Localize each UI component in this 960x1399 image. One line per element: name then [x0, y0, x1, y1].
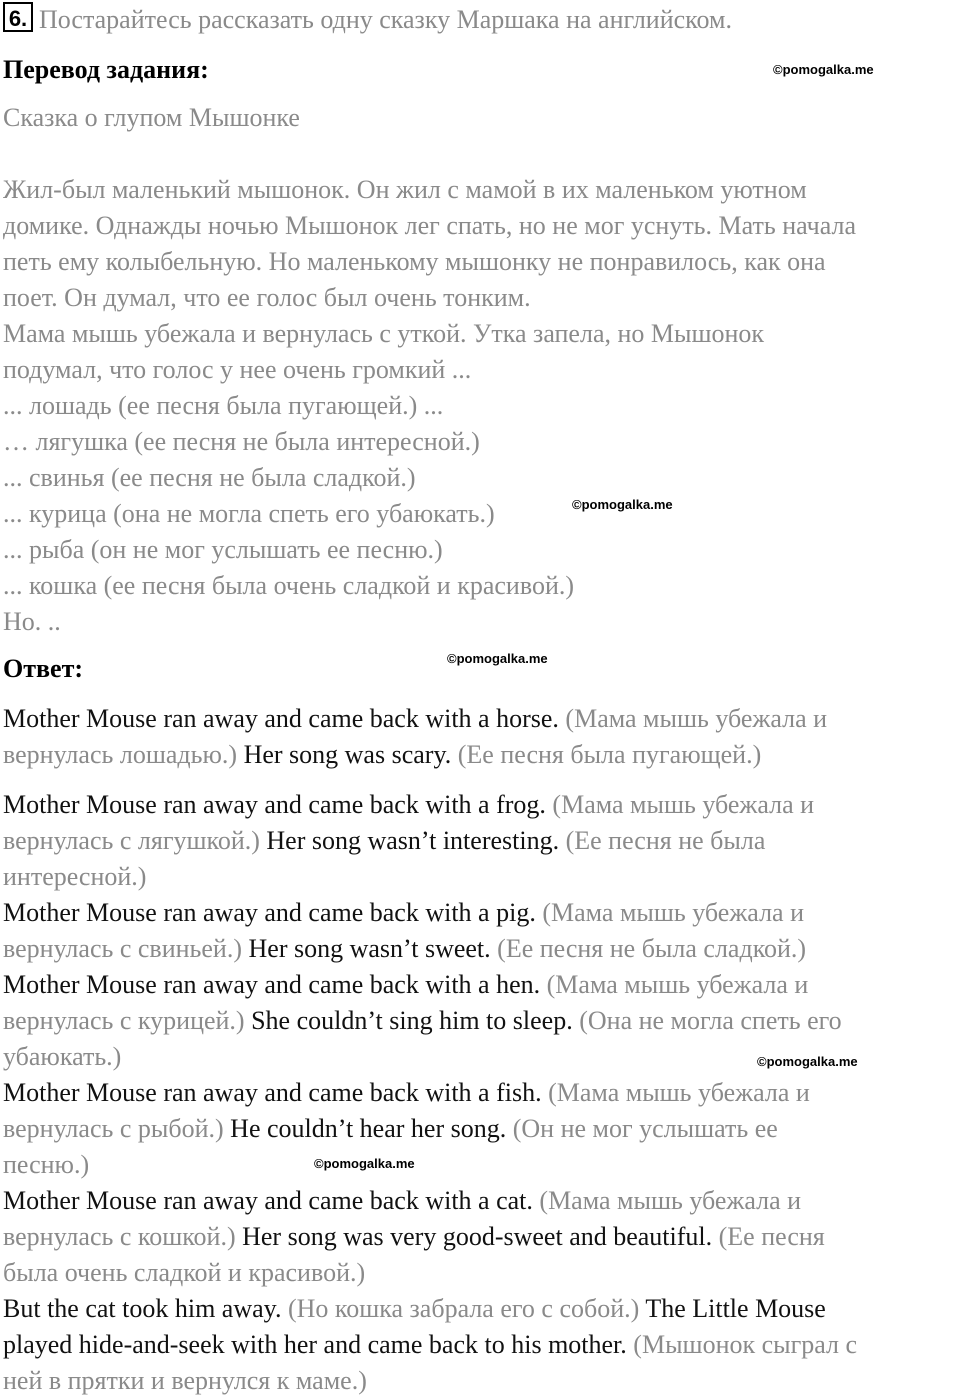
task-line: [3, 2, 732, 38]
watermark: ©pomogalka.me: [314, 1156, 415, 1171]
russian-translation: (Мама мышь убежала и: [532, 1186, 802, 1215]
story-line: Но. ..: [3, 607, 61, 636]
answer-line: [3, 823, 765, 859]
russian-translation: песню.): [3, 1150, 90, 1179]
russian-translation: (Мама мышь убежала и: [535, 898, 805, 927]
answer-line: [3, 1219, 825, 1255]
english-text: Mother Mouse ran away and came back with a pig.: [3, 898, 536, 927]
answer-line: [3, 787, 814, 823]
watermark: ©pomogalka.me: [757, 1054, 858, 1069]
english-text: Her song was scary.: [243, 740, 452, 769]
answer-line: [3, 1327, 857, 1363]
russian-translation: вернулась с курицей.): [3, 1006, 245, 1035]
russian-translation: (Мышонок сыграл с: [626, 1330, 858, 1359]
answer-line: [3, 737, 761, 773]
answer-line: [3, 1039, 121, 1075]
russian-translation: (Ее песня была пугающей.): [451, 740, 762, 769]
answer-header: Ответ:: [3, 654, 84, 683]
russian-translation: (Но кошка забрала его с собой.): [281, 1294, 640, 1323]
answer-line: [3, 895, 804, 931]
russian-translation: (Мама мышь убежала и: [540, 970, 809, 999]
russian-translation: (Ее песня: [712, 1222, 825, 1251]
answer-line: [3, 1291, 826, 1327]
answer-line: [3, 1147, 89, 1183]
english-text: Mother Mouse ran away and came back with a fish.: [3, 1078, 542, 1107]
story-line: ... лошадь (ее песня была пугающей.) ...: [3, 391, 444, 420]
russian-translation: (Он не мог услышать ее: [506, 1114, 778, 1143]
answer-line: [3, 701, 827, 737]
russian-translation: (Мама мышь убежала и: [545, 790, 815, 819]
russian-translation: (Ее песня не была сладкой.): [490, 934, 807, 963]
task-number: 6.: [3, 2, 33, 32]
russian-translation: вернулась с свиньей.): [3, 934, 243, 963]
english-text: Mother Mouse ran away and came back with a frog.: [3, 790, 546, 819]
english-text: Her song wasn’t interesting.: [259, 826, 560, 855]
story-line: … лягушка (ее песня не была интересной.): [3, 427, 480, 456]
english-text: played hide-and-seek with her and came back to his mother.: [3, 1330, 627, 1359]
english-text: Mother Mouse ran away and came back with a hen.: [3, 970, 541, 999]
answer-line: [3, 967, 808, 1003]
russian-translation: (Мама мышь убежала и: [558, 704, 828, 733]
story-line: Мама мышь убежала и вернулась с уткой. Утка запела, но Мышонок: [3, 319, 765, 348]
english-text: The Little Mouse: [639, 1294, 826, 1323]
english-text: Her song wasn’t sweet.: [242, 934, 491, 963]
russian-translation: ней в прятки и вернулся к маме.): [3, 1366, 367, 1395]
answer-line: [3, 1183, 801, 1219]
english-text: Mother Mouse ran away and came back with a cat.: [3, 1186, 533, 1215]
story-line: ... рыба (он не мог услышать ее песню.): [3, 535, 443, 564]
story-line: подумал, что голос у нее очень громкий ...: [3, 355, 472, 384]
english-text: He couldn’t hear her song.: [223, 1114, 507, 1143]
russian-translation: вернулась с рыбой.): [3, 1114, 224, 1143]
russian-translation: вернулась с кошкой.): [3, 1222, 236, 1251]
russian-translation: убаюкать.): [3, 1042, 122, 1071]
russian-translation: вернулась с лягушкой.): [3, 826, 260, 855]
answer-line: [3, 1111, 778, 1147]
answer-line: [3, 1363, 367, 1399]
russian-translation: (Она не могла спеть его: [572, 1006, 842, 1035]
story-line: ... кошка (ее песня была очень сладкой и красивой.): [3, 571, 575, 600]
translation-header: Перевод задания:: [3, 55, 209, 84]
answer-line: [3, 1255, 365, 1291]
watermark: ©pomogalka.me: [572, 497, 673, 512]
story-line: домике. Однажды ночью Мышонок лег спать, но не мог уснуть. Мать начала: [3, 211, 857, 240]
english-text: Mother Mouse ran away and came back with a horse.: [3, 704, 559, 733]
russian-translation: (Ее песня не была: [559, 826, 766, 855]
english-text: Her song was very good-sweet and beautiful.: [235, 1222, 713, 1251]
answer-line: [3, 859, 146, 895]
story-line: петь ему колыбельную. Но маленькому мышонку не понравилось, как она: [3, 247, 826, 276]
russian-translation: интересной.): [3, 862, 147, 891]
story-line: Жил-был маленький мышонок. Он жил с мамой в их маленьком уютном: [3, 175, 807, 204]
watermark: ©pomogalka.me: [773, 62, 874, 77]
story-line: ... курица (она не могла спеть его убаюкать.): [3, 499, 495, 528]
answer-line: [3, 1003, 842, 1039]
story-line: ... свинья (ее песня не была сладкой.): [3, 463, 416, 492]
english-text: She couldn’t sing him to sleep.: [244, 1006, 573, 1035]
task-text: Постарайтесь рассказать одну сказку Маршака на английском.: [39, 5, 732, 34]
english-text: But the cat took him away.: [3, 1294, 282, 1323]
story-line: поет. Он думал, что ее голос был очень тонким.: [3, 283, 531, 312]
story-title: Сказка о глупом Мышонке: [3, 103, 300, 132]
russian-translation: была очень сладкой и красивой.): [3, 1258, 366, 1287]
russian-translation: вернулась лошадью.): [3, 740, 244, 769]
answer-line: [3, 931, 806, 967]
watermark: ©pomogalka.me: [447, 651, 548, 666]
answer-line: [3, 1075, 810, 1111]
russian-translation: (Мама мышь убежала и: [541, 1078, 810, 1107]
